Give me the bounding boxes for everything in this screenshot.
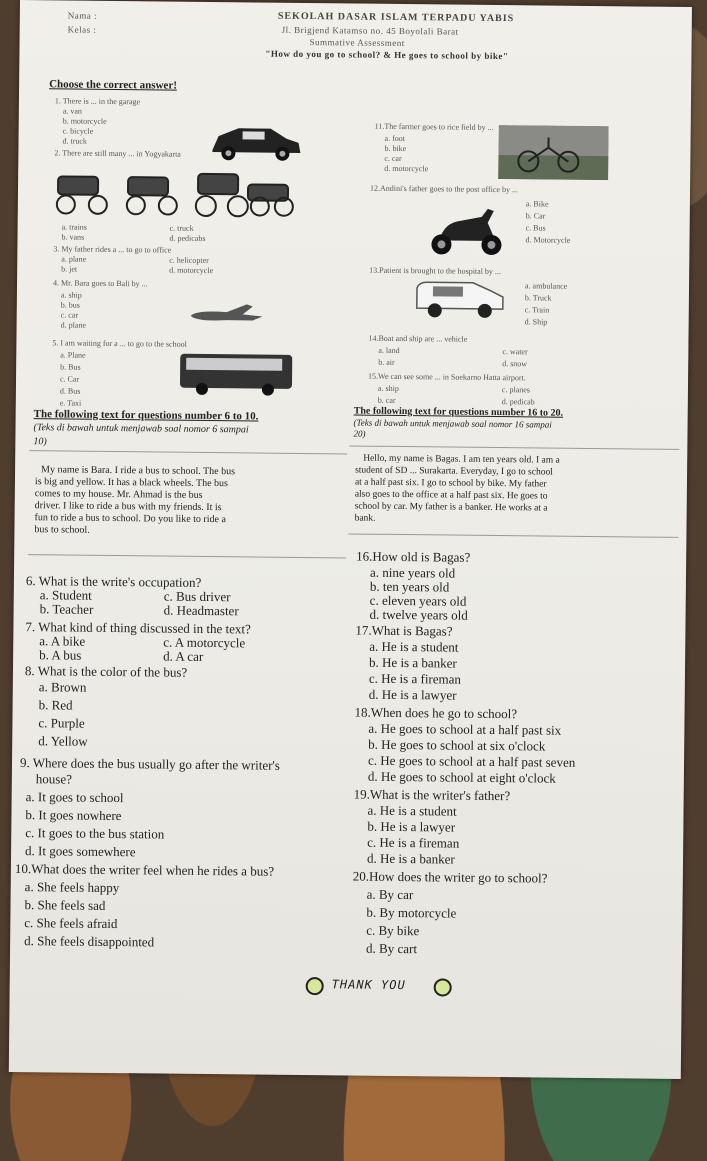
q12-c: c. Bus — [525, 223, 546, 233]
q16-d: d. twelve years old — [369, 606, 468, 623]
q7-d: d. A car — [163, 648, 204, 664]
q5-d: d. Bus — [59, 386, 81, 396]
q6-c: c. Bus driver — [163, 588, 231, 605]
q9: 9. Where does the bus usually go after the writer's — [19, 755, 280, 773]
q6-a: a. Student — [39, 587, 92, 603]
q7-c: c. A motorcycle — [163, 634, 246, 651]
q20-c: c. By bike — [366, 922, 420, 939]
q14: 14.Boat and ship are ... vehicle — [368, 333, 468, 344]
q20: 20.How does the writer go to school? — [352, 868, 548, 886]
q14-d: d. snow — [502, 359, 528, 369]
q3-d: d. motorcycle — [169, 265, 214, 276]
passage-line: fun to ride a bus to school. Do you like to ride a — [34, 512, 226, 526]
q4-b: b. bus — [60, 300, 80, 310]
q13-b: b. Truck — [524, 293, 552, 303]
q17-c: c. He is a fireman — [368, 670, 462, 687]
q8-b: b. Red — [38, 697, 73, 713]
smiley-icon — [434, 978, 452, 996]
q1-c: c. bicycle — [62, 126, 94, 136]
q1-a: a. van — [62, 106, 82, 116]
q3-c: c. helicopter — [169, 255, 209, 265]
q8-c: c. Purple — [38, 715, 85, 731]
q4-c: c. car — [60, 310, 79, 320]
q19-d: d. He is a banker — [366, 850, 455, 867]
passage-line: My name is Bara. I ride a bus to school. The bus — [41, 464, 236, 478]
q5-b: b. Bus — [60, 362, 81, 372]
passage-line: Hello, my name is Bagas. I am ten years old. I am a — [363, 453, 560, 466]
left-text-title: The following text for questions number 6 to 10. — [33, 408, 259, 423]
q2-c: c. truck — [169, 223, 194, 233]
divider — [29, 450, 347, 454]
q19-c: c. He is a fireman — [367, 834, 460, 851]
q8-d: d. Yellow — [38, 733, 88, 749]
passage-line: at a half past six. I go to school by bike. My father — [354, 477, 547, 490]
q20-d: d. By cart — [366, 940, 418, 957]
divider — [348, 533, 678, 537]
plane-icon — [187, 298, 267, 333]
q1: 1. There is ... in the garage — [54, 96, 141, 107]
bus-icon — [176, 348, 296, 397]
rickshaw-icon — [48, 168, 299, 221]
q9-a: a. It goes to school — [25, 789, 124, 806]
car-icon — [204, 120, 304, 163]
q6-b: b. Teacher — [39, 601, 94, 617]
q13-d: d. Ship — [524, 317, 548, 327]
q1-d: d. truck — [62, 136, 88, 146]
q3-a: a. plane — [61, 254, 87, 264]
q3-b: b. jet — [61, 264, 78, 274]
q4-a: a. ship — [60, 290, 82, 300]
q20-b: b. By motorcycle — [366, 904, 457, 921]
q20-a: a. By car — [366, 886, 414, 903]
q2-b: b. vans — [61, 232, 85, 242]
instruction: Choose the correct answer! — [49, 78, 177, 92]
passage-line: bus to school. — [34, 524, 90, 536]
topic-title: "How do you go to school? & He goes to school by bike" — [265, 48, 509, 62]
ambulance-icon — [413, 276, 507, 321]
q18-b: b. He goes to school at six o'clock — [368, 736, 546, 754]
q16: 16.How old is Bagas? — [356, 548, 471, 565]
q15-b: b. car — [377, 395, 396, 405]
q9-cont: house? — [35, 771, 73, 787]
q13: 13.Patient is brought to the hospital by ... — [369, 265, 502, 277]
passage-line: bank. — [354, 513, 376, 524]
q15-c: c. planes — [501, 385, 530, 395]
school-address: Jl. Brigjend Katamso no. 45 Boyolali Barat — [281, 24, 459, 37]
q17-b: b. He is a banker — [369, 654, 457, 671]
q18-d: d. He goes to school at eight o'clock — [367, 768, 556, 786]
q7-b: b. A bus — [39, 647, 82, 663]
scooter-icon — [425, 200, 506, 259]
class-label: Kelas : — [67, 24, 97, 35]
q14-c: c. water — [502, 347, 528, 357]
q12-b: b. Car — [525, 211, 546, 221]
thank-you-text: THANK YOU — [331, 977, 406, 993]
q4: 4. Mr. Bara goes to Bali by ... — [52, 278, 148, 289]
q7-a: a. A bike — [39, 633, 86, 649]
q10-b: b. She feels sad — [24, 897, 106, 913]
passage-line: is big and yellow. It has a black wheels. The bus — [34, 476, 229, 490]
q4-d: d. plane — [60, 320, 86, 330]
q12-a: a. Bike — [525, 199, 549, 209]
q2: 2. There are still many ... in Yogyakarta — [54, 148, 181, 159]
q10-a: a. She feels happy — [24, 879, 120, 896]
passage-line: comes to my house. Mr. Ahmad is the bus — [34, 488, 203, 501]
q15-a: a. ship — [377, 383, 399, 393]
q3: 3. My father rides a ... to go to office — [53, 244, 172, 255]
q16-c: c. eleven years old — [369, 592, 467, 609]
divider — [28, 554, 346, 558]
q13-a: a. ambulance — [524, 281, 568, 291]
q12: 12.Andini's father goes to the post office by ... — [370, 183, 519, 195]
q14-a: a. land — [378, 345, 400, 355]
q9-c: c. It goes to the bus station — [25, 825, 165, 842]
passage-line: student of SD ... Surakarta. Everyday, I go to school — [355, 465, 553, 478]
q13-c: c. Train — [524, 305, 550, 315]
worksheet-paper — [9, 0, 692, 1079]
q9-d: d. It goes somewhere — [25, 843, 136, 860]
q11-c: c. car — [384, 153, 402, 164]
q5-e: e. Taxi — [59, 398, 82, 408]
q16-a: a. nine years old — [369, 564, 456, 581]
q16-b: b. ten years old — [369, 578, 450, 595]
bike-icon — [498, 125, 609, 180]
q15-d: d. pedicab — [501, 397, 535, 407]
q18: 18.When does he go to school? — [354, 704, 518, 722]
q5: 5. I am waiting for a ... to go to the school — [52, 338, 187, 349]
q2-a: a. trains — [61, 222, 87, 232]
left-text-subtitle-2: 10) — [33, 436, 47, 448]
passage-line: school by car. My father is a banker. He works at a — [354, 501, 548, 514]
q11-a: a. foot — [384, 133, 406, 144]
q8-a: a. Brown — [38, 679, 87, 695]
q6: 6. What is the write's occupation? — [25, 573, 202, 590]
q9-b: b. It goes nowhere — [25, 807, 122, 824]
q19-b: b. He is a lawyer — [367, 818, 456, 835]
q5-a: a. Plane — [60, 350, 86, 360]
q18-a: a. He goes to school at a half past six — [368, 720, 562, 738]
school-name: SEKOLAH DASAR ISLAM TERPADU YABIS — [277, 10, 515, 25]
q5-c: c. Car — [59, 374, 80, 384]
q7: 7. What kind of thing discussed in the text? — [25, 619, 251, 637]
name-label: Nama : — [67, 10, 98, 21]
smiley-icon — [306, 977, 324, 995]
assessment-title: Summative Assessment — [309, 37, 405, 49]
q19: 19.What is the writer's father? — [353, 786, 511, 804]
q6-d: d. Headmaster — [163, 602, 239, 619]
q19-a: a. He is a student — [367, 802, 457, 819]
q17-d: d. He is a lawyer — [368, 686, 457, 703]
q11: 11.The farmer goes to rice field by ... — [374, 121, 494, 132]
q18-c: c. He goes to school at a half past seven — [367, 752, 576, 770]
q2-d: d. pedicabs — [169, 233, 206, 243]
right-text-title: The following text for questions number 16 to 20. — [353, 405, 564, 419]
left-text-subtitle: (Teks di bawah untuk menjawab soal nomor 6 sampai — [33, 422, 249, 436]
divider — [349, 445, 679, 449]
passage-line: also goes to the office at a half past six. He goes to — [354, 489, 548, 502]
q14-b: b. air — [378, 357, 395, 367]
q10-c: c. She feels afraid — [24, 915, 118, 932]
q10: 10.What does the writer feel when he rides a bus? — [14, 860, 275, 879]
right-text-subtitle: (Teks di bawah untuk menjawab soal nomor 16 sampai — [353, 417, 552, 430]
q11-d: d. motorcycle — [384, 163, 429, 174]
q17: 17.What is Bagas? — [355, 622, 453, 639]
passage-line: driver. I like to ride a bus with my friends. It is — [34, 500, 222, 514]
q1-b: b. motorcycle — [62, 116, 107, 126]
q11-b: b. bike — [384, 143, 407, 154]
q15: 15.We can see some ... in Soekarno Hatta airport. — [368, 371, 526, 383]
right-text-subtitle-2: 20) — [353, 428, 366, 439]
q17-a: a. He is a student — [369, 638, 459, 655]
q8: 8. What is the color of the bus? — [24, 663, 188, 680]
q12-d: d. Motorcycle — [525, 235, 571, 245]
q10-d: d. She feels disappointed — [24, 933, 155, 950]
